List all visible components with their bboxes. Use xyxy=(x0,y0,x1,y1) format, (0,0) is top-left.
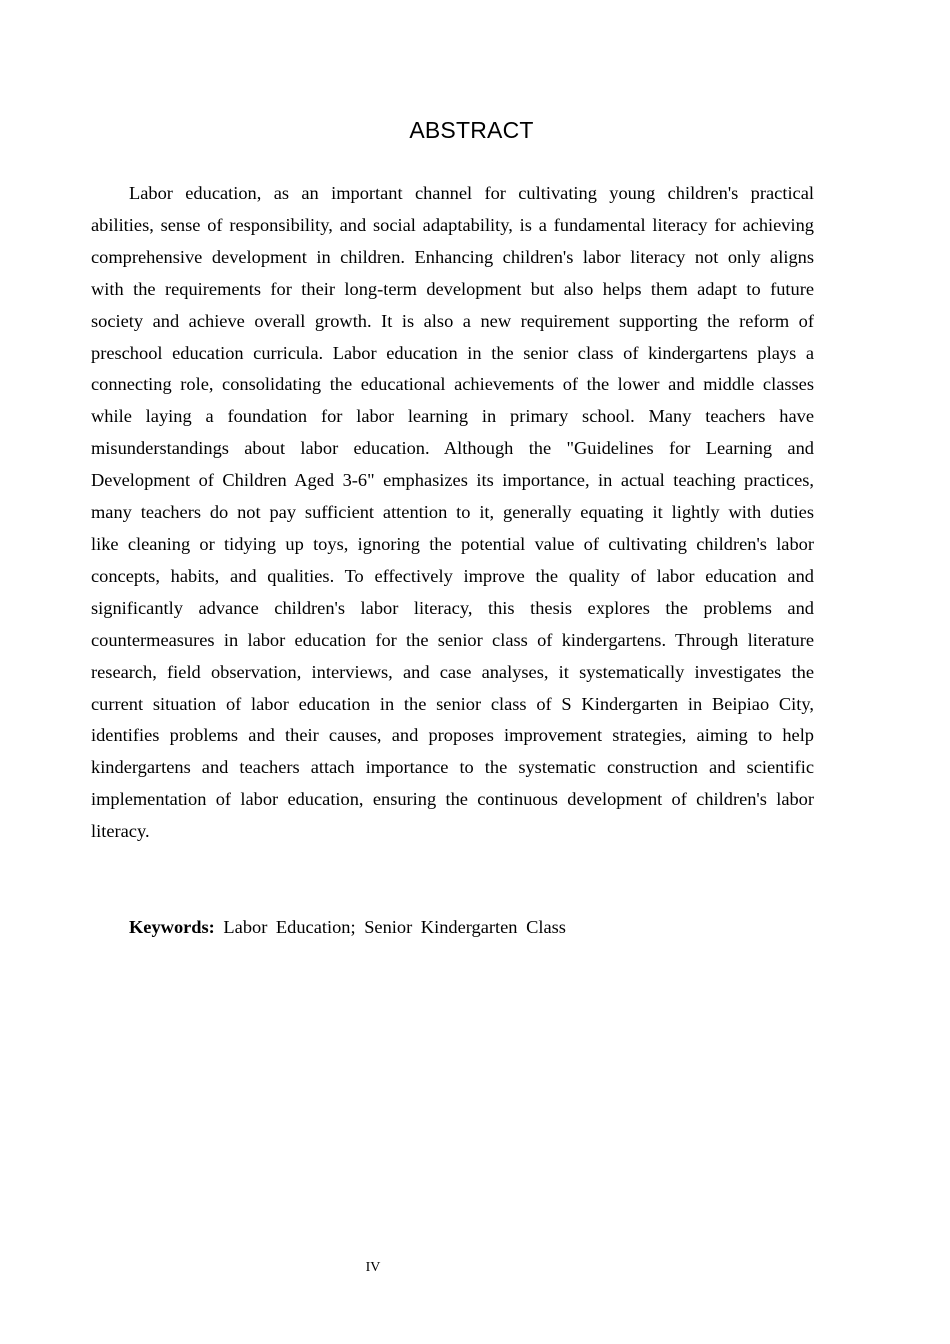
keywords-text: Labor Education; Senior Kindergarten Class xyxy=(223,917,566,937)
page-title: ABSTRACT xyxy=(409,117,534,143)
keywords-label: Keywords: xyxy=(129,917,215,937)
keywords-line xyxy=(129,912,814,944)
abstract-paragraph: Labor education, as an important channel for cultivating young children's practical abilities, sense of responsibility, and social adaptability, is a fundamental literacy for achieving comprehensive development in children. Enhancing children's labor literacy not only aligns with the requirements for their long-term development but also helps them adapt to future society and achieve overall growth. It is also a new requirement supporting the reform of preschool education curricula. Labor education in the senior class of kindergartens plays a connecting role, consolidating the educational achievements of the lower and middle classes while laying a foundation for labor learning in primary school. Many teachers have misunderstandings about labor education. Although the "Guidelines for Learning and Development of Children Aged 3-6" emphasizes its importance, in actual teaching practices, many teachers do not pay sufficient attention to it, generally equating it lightly with duties like cleaning or tidying up toys, ignoring the potential value of cultivating children's labor concepts, habits, and qualities. To effectively improve the quality of labor education and significantly advance children's labor literacy, this thesis explores the problems and countermeasures in labor education for the senior class of kindergartens. Through literature research, field observation, interviews, and case analyses, it systematically investigates the current situation of labor education in the senior class of S Kindergarten in Beipiao City, identifies problems and their causes, and proposes improvement strategies, aiming to help kindergartens and teachers attach importance to the systematic construction and scientific implementation of labor education, ensuring the continuous development of children's labor literacy. xyxy=(91,183,814,842)
page-number: IV xyxy=(365,1260,381,1275)
